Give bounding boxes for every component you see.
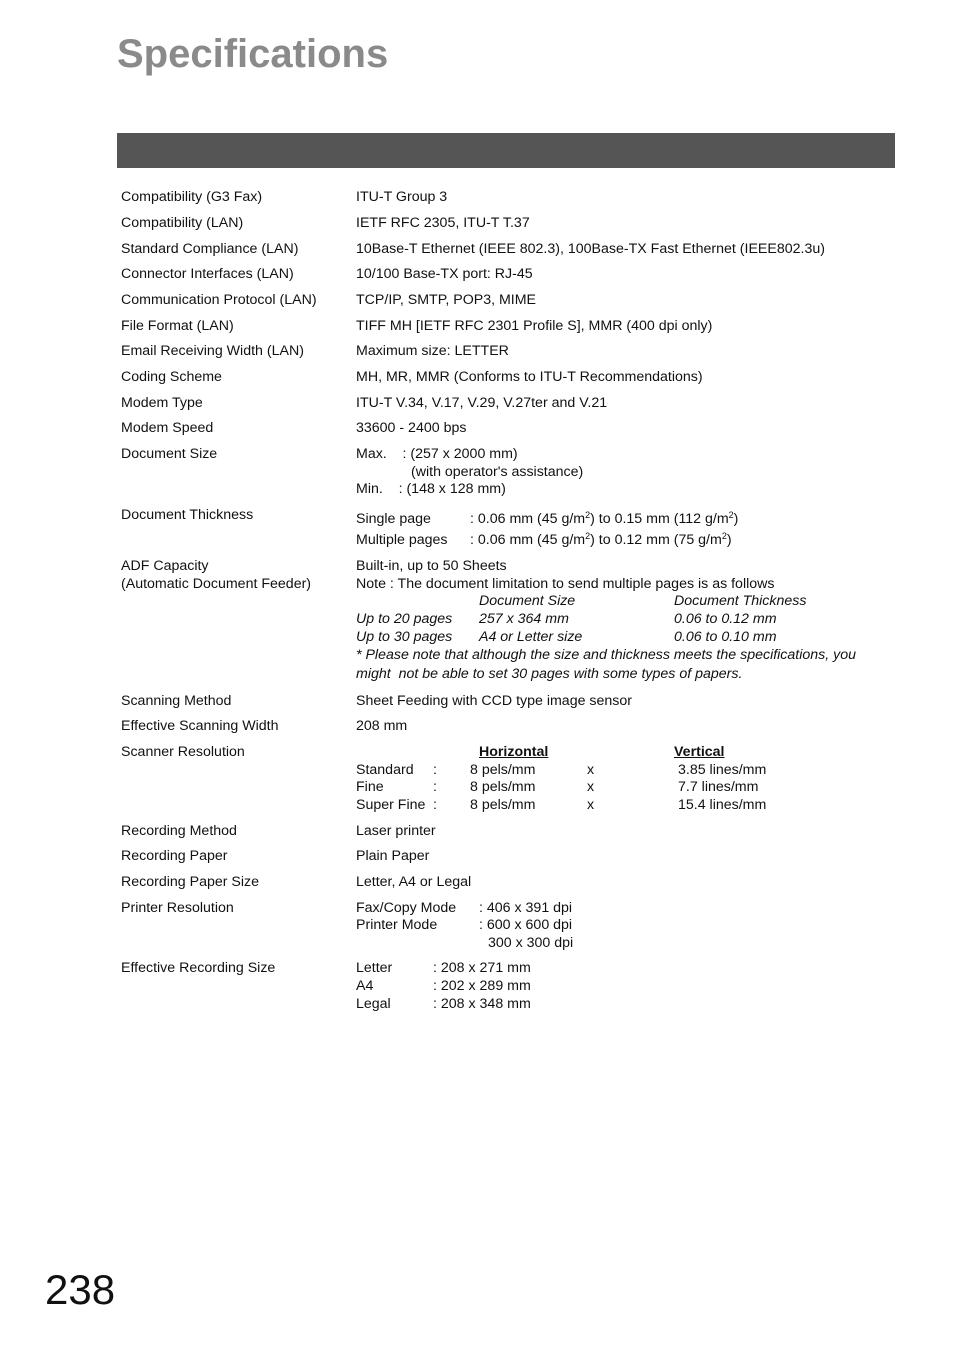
adf-row-thickness: 0.06 to 0.12 mm xyxy=(674,611,777,627)
spec-label: Document Thickness xyxy=(121,507,254,523)
thickness-single-value: : 0.06 mm (45 $g/m^2$) to 0.15 mm (112 $g/m^2$) xyxy=(470,510,739,527)
adf-row-size: 257 x 364 mm xyxy=(479,611,569,627)
adf-row-pages: Up to 30 pages xyxy=(356,629,453,645)
adf-note: Note : The document limitation to send multiple pages is as follows xyxy=(356,576,775,592)
spec-value: Sheet Feeding with CCD type image sensor xyxy=(356,693,633,709)
spec-value: 208 mm xyxy=(356,718,408,734)
printer-mode-label: Printer Mode xyxy=(356,917,438,933)
spec-value: 33600 - 2400 bps xyxy=(356,420,467,436)
page-title: Specifications xyxy=(117,32,389,76)
printer-fax-label: Fax/Copy Mode xyxy=(356,900,457,916)
doc-size-min: Min. : (148 x 128 mm) xyxy=(356,481,506,497)
spec-label: Modem Type xyxy=(121,395,203,411)
doc-size-assist: (with operator's assistance) xyxy=(411,464,584,480)
spec-label: Email Receiving Width (LAN) xyxy=(121,343,304,359)
adf-row-pages: Up to 20 pages xyxy=(356,611,453,627)
recording-size-value: : 208 x 271 mm xyxy=(433,960,531,976)
spec-label: Connector Interfaces (LAN) xyxy=(121,266,294,282)
thickness-multi-label: Multiple pages xyxy=(356,532,448,548)
printer-mode-value: 300 x 300 dpi xyxy=(488,935,574,951)
spec-value: Maximum size: LETTER xyxy=(356,343,509,359)
spec-label: Recording Paper Size xyxy=(121,874,260,890)
spec-label: Coding Scheme xyxy=(121,369,222,385)
scanner-mode-horizontal: 8 pels/mm xyxy=(470,762,536,778)
spec-label: Communication Protocol (LAN) xyxy=(121,292,317,308)
spec-value: 10/100 Base-TX port: RJ-45 xyxy=(356,266,533,282)
scanner-mode-colon: : xyxy=(433,797,437,813)
spec-label: ADF Capacity xyxy=(121,558,209,574)
spec-label: Scanner Resolution xyxy=(121,744,245,760)
recording-size-name: Legal xyxy=(356,996,391,1012)
spec-value: 10Base-T Ethernet (IEEE 802.3), 100Base-TX Fast Ethernet (IEEE802.3u) xyxy=(356,241,825,257)
recording-size-name: Letter xyxy=(356,960,393,976)
spec-label: Compatibility (LAN) xyxy=(121,215,244,231)
spec-label: (Automatic Document Feeder) xyxy=(121,576,312,592)
scanner-mode-name: Super Fine xyxy=(356,797,426,813)
spec-label: Standard Compliance (LAN) xyxy=(121,241,299,257)
scanner-mode-colon: : xyxy=(433,762,437,778)
spec-label: Document Size xyxy=(121,446,218,462)
spec-value: TCP/IP, SMTP, POP3, MIME xyxy=(356,292,537,308)
spec-label: Recording Paper xyxy=(121,848,228,864)
scanner-mode-x: x xyxy=(587,779,595,795)
spec-value: Plain Paper xyxy=(356,848,430,864)
spec-label: File Format (LAN) xyxy=(121,318,234,334)
adf-row-thickness: 0.06 to 0.10 mm xyxy=(674,629,777,645)
printer-fax-value: : 406 x 391 dpi xyxy=(479,900,573,916)
scanner-mode-x: x xyxy=(587,797,595,813)
scanner-mode-name: Fine xyxy=(356,779,384,795)
scanner-mode-name: Standard xyxy=(356,762,414,778)
adf-footnote: might not be able to set 30 pages with some types of papers. xyxy=(356,666,743,682)
printer-mode-value: : 600 x 600 dpi xyxy=(479,917,573,933)
spec-value: Laser printer xyxy=(356,823,436,839)
recording-size-name: A4 xyxy=(356,978,374,994)
recording-size-value: : 208 x 348 mm xyxy=(433,996,531,1012)
recording-size-value: : 202 x 289 mm xyxy=(433,978,531,994)
doc-size-max: Max. : (257 x 2000 mm) xyxy=(356,446,518,462)
adf-footnote: * Please note that although the size and thickness meets the specifications, you xyxy=(356,647,857,663)
adf-col-thickness-header: Document Thickness xyxy=(674,593,807,609)
adf-col-size-header: Document Size xyxy=(479,593,576,609)
spec-value: IETF RFC 2305, ITU-T T.37 xyxy=(356,215,530,231)
spec-label: Effective Recording Size xyxy=(121,960,276,976)
spec-label: Modem Speed xyxy=(121,420,214,436)
spec-label: Printer Resolution xyxy=(121,900,234,916)
section-header-bar xyxy=(117,133,895,168)
scanner-horizontal-header: Horizontal xyxy=(479,744,549,760)
spec-label: Recording Method xyxy=(121,823,237,839)
adf-capacity: Built-in, up to 50 Sheets xyxy=(356,558,507,574)
scanner-mode-colon: : xyxy=(433,779,437,795)
spec-value: MH, MR, MMR (Conforms to ITU-T Recommendations) xyxy=(356,369,703,385)
scanner-mode-horizontal: 8 pels/mm xyxy=(470,797,536,813)
spec-value: ITU-T Group 3 xyxy=(356,189,448,205)
spec-value: ITU-T V.34, V.17, V.29, V.27ter and V.21 xyxy=(356,395,608,411)
scanner-mode-x: x xyxy=(587,762,595,778)
adf-row-size: A4 or Letter size xyxy=(479,629,583,645)
scanner-mode-horizontal: 8 pels/mm xyxy=(470,779,536,795)
spec-label: Scanning Method xyxy=(121,693,232,709)
thickness-single-label: Single page xyxy=(356,511,431,527)
page-number: 238 xyxy=(45,1266,116,1313)
thickness-multi-value: : 0.06 mm (45 $g/m^2$) to 0.12 mm (75 $g/m^2$) xyxy=(470,531,732,548)
scanner-mode-vertical: 7.7 lines/mm xyxy=(678,779,759,795)
spec-value: Letter, A4 or Legal xyxy=(356,874,472,890)
spec-value: TIFF MH [IETF RFC 2301 Profile S], MMR (400 dpi only) xyxy=(356,318,713,334)
scanner-vertical-header: Vertical xyxy=(674,744,725,760)
spec-label: Compatibility (G3 Fax) xyxy=(121,189,263,205)
scanner-mode-vertical: 3.85 lines/mm xyxy=(678,762,767,778)
scanner-mode-vertical: 15.4 lines/mm xyxy=(678,797,767,813)
spec-label: Effective Scanning Width xyxy=(121,718,279,734)
